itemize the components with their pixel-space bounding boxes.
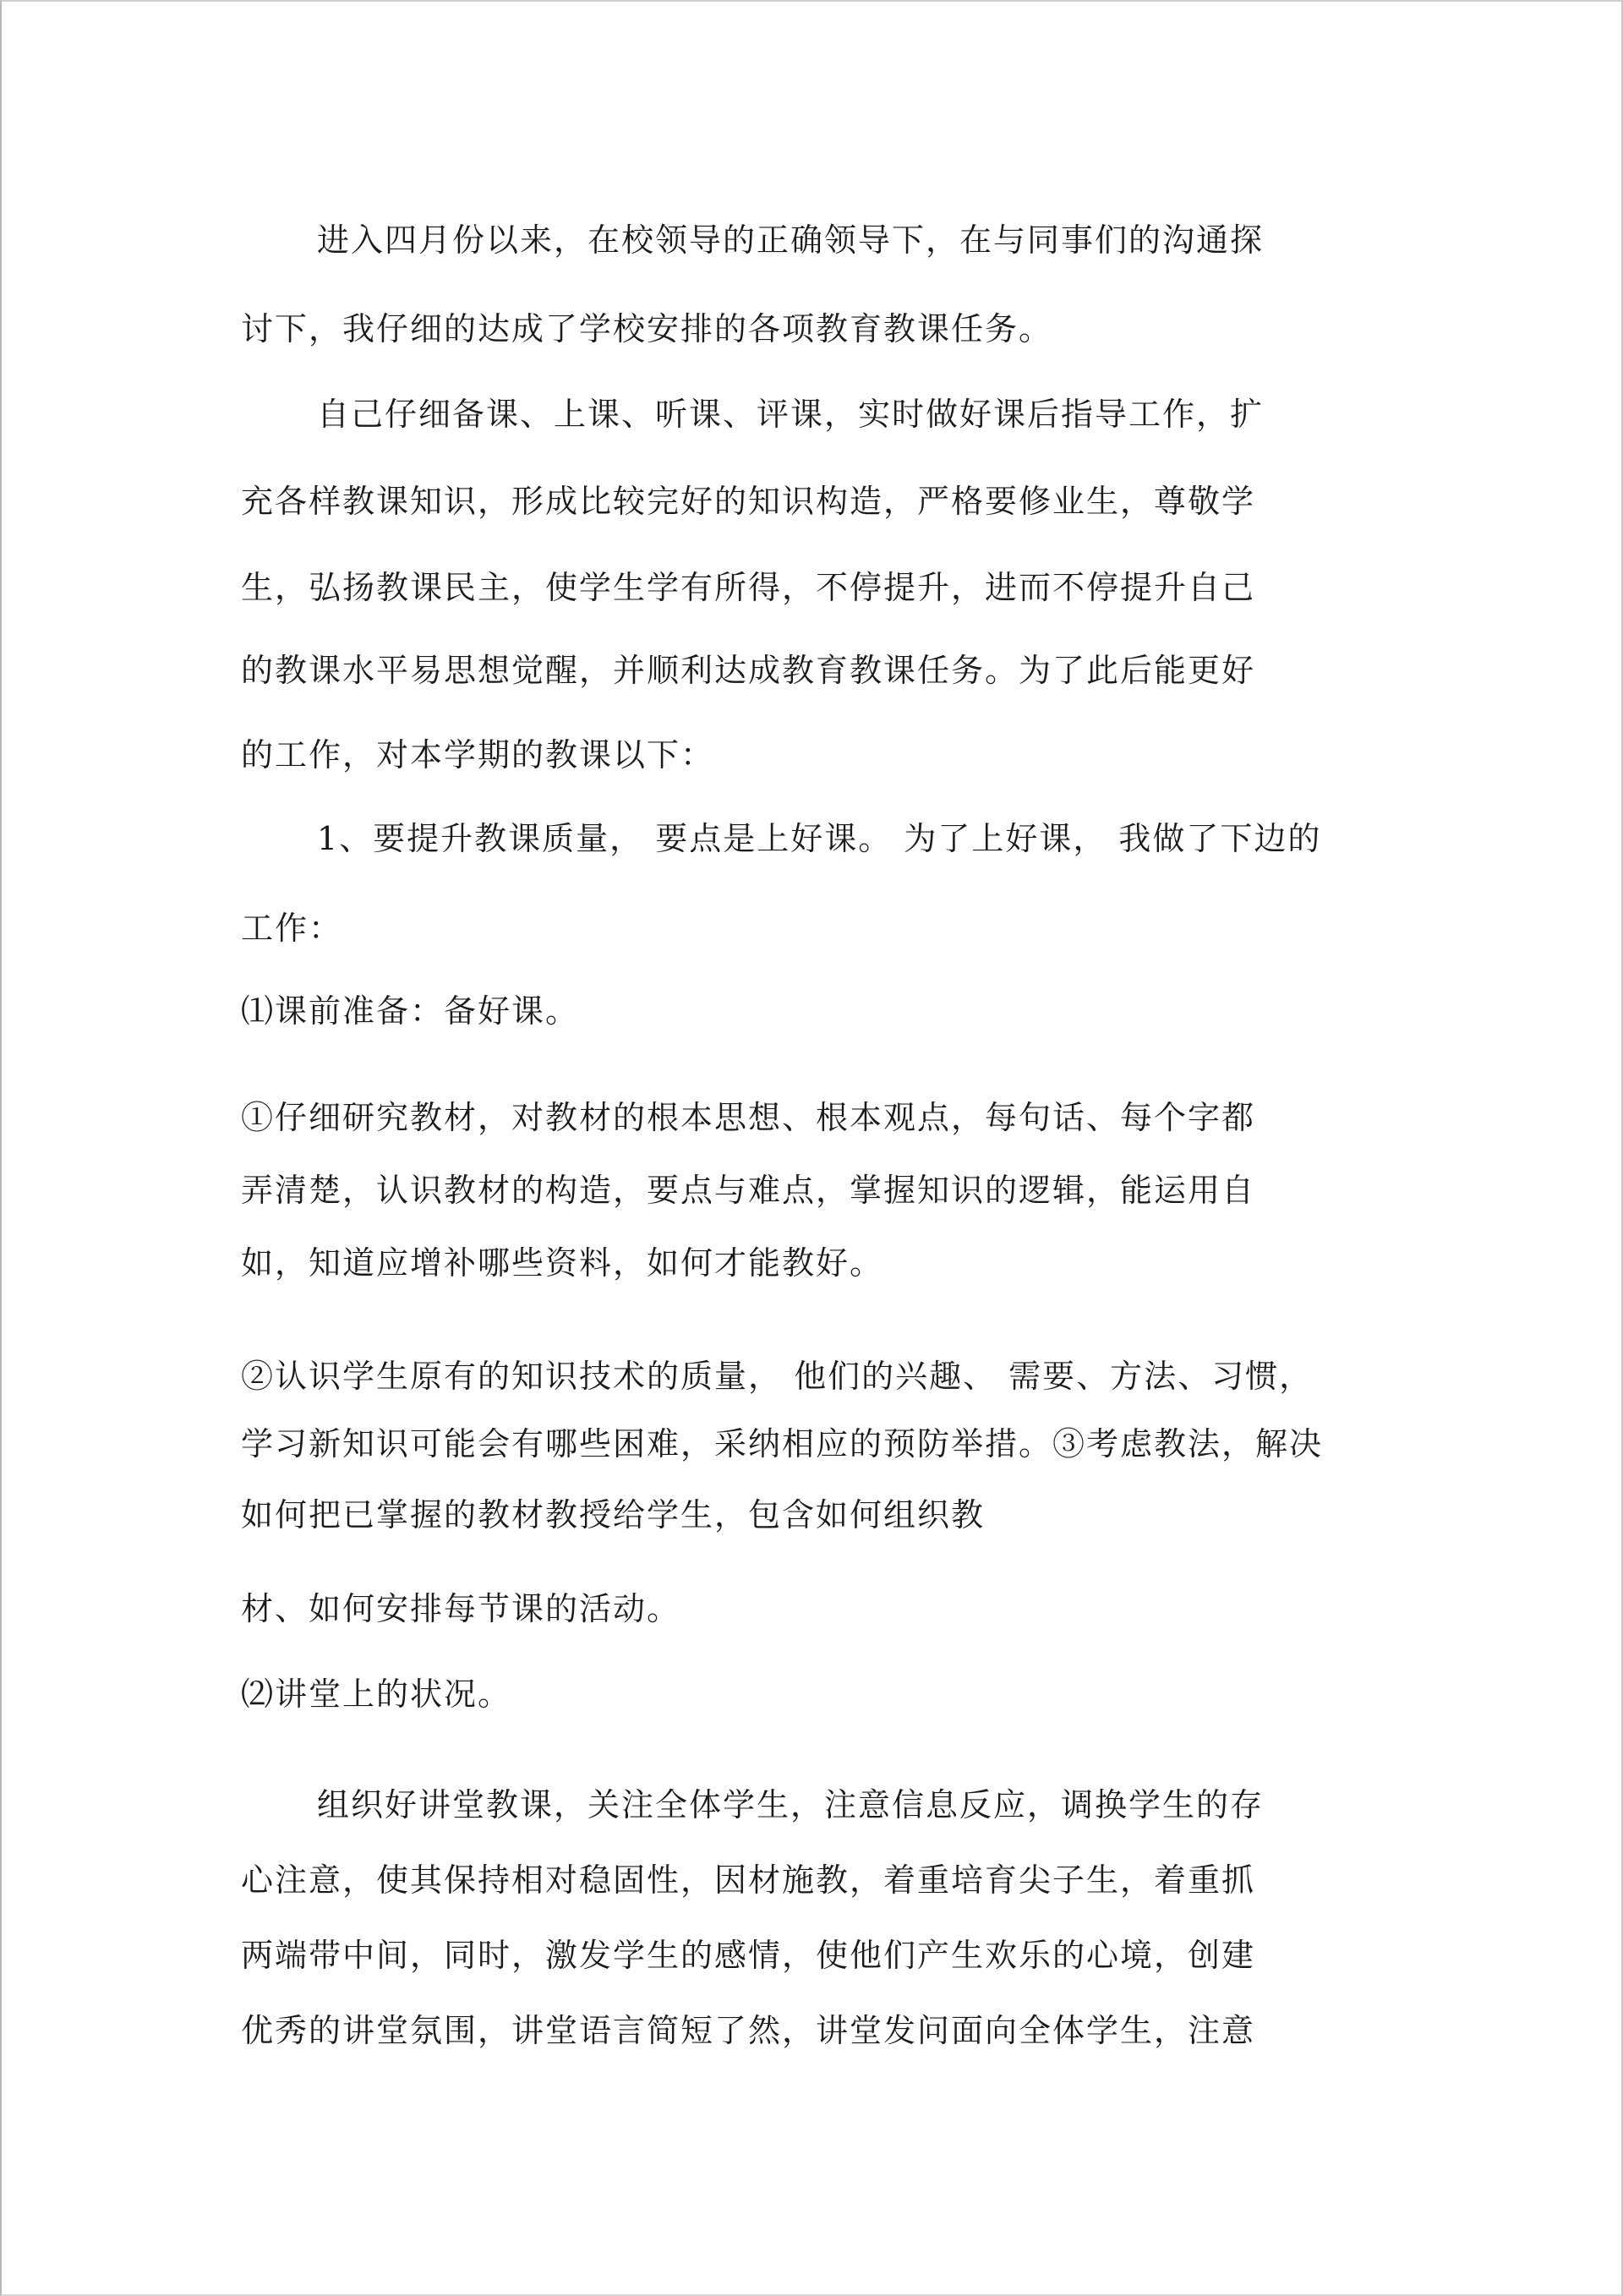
- paragraph-line: 如，知道应增补哪些资料，如何才能教好。: [241, 1244, 884, 1282]
- paragraph-line: ②认识学生原有的知识技术的质量， 他们的兴趣、 需要、方法、习惯，: [241, 1358, 1314, 1395]
- paragraph-line: 如何把已掌握的教材教授给学生，包含如何组织教: [241, 1496, 986, 1533]
- paragraph-line: 弄清楚，认识教材的构造，要点与难点，掌握知识的逻辑，能运用自: [241, 1172, 1256, 1209]
- paragraph-line: 的教课水平易思想觉醒，并顺利达成教育教课任务。为了此后能更好: [241, 652, 1256, 689]
- paragraph-line: 工作：: [241, 910, 343, 947]
- paragraph-line: 的工作，对本学期的教课以下：: [241, 736, 715, 774]
- list-item-heading: 1、要提升教课质量， 要点是上好课。 为了上好课， 我做了下边的: [317, 820, 1322, 857]
- paragraph-line: 组织好讲堂教课，关注全体学生，注意信息反应，调换学生的存: [317, 1786, 1265, 1823]
- paragraph-line: 进入四月份以来，在校领导的正确领导下，在与同事们的沟通探: [317, 221, 1265, 259]
- paragraph-line: 心注意，使其保持相对稳固性，因材施教，着重培育尖子生，着重抓: [241, 1861, 1256, 1899]
- paragraph-line: 自己仔细备课、上课、听课、评课，实时做好课后指导工作，扩: [317, 396, 1265, 433]
- paragraph-line: 优秀的讲堂氛围，讲堂语言简短了然，讲堂发问面向全体学生，注意: [241, 2012, 1256, 2049]
- paragraph-line: 充各样教课知识，形成比较完好的知识构造，严格要修业生，尊敬学: [241, 483, 1256, 520]
- paragraph-line: 学习新知识可能会有哪些困难，采纳相应的预防举措。③考虑教法，解决: [241, 1425, 1324, 1462]
- sub-heading: ⑵讲堂上的状况。: [241, 1676, 512, 1713]
- sub-heading: ⑴课前准备：备好课。: [241, 992, 580, 1030]
- paragraph-line: 生，弘扬教课民主，使学生学有所得，不停提升，进而不停提升自己: [241, 569, 1256, 606]
- paragraph-line: 材、如何安排每节课的活动。: [241, 1590, 681, 1627]
- paragraph-line: ①仔细研究教材，对教材的根本思想、根本观点，每句话、每个字都: [241, 1099, 1256, 1136]
- paragraph-line: 两端带中间，同时，激发学生的感情，使他们产生欢乐的心境，创建: [241, 1937, 1256, 1974]
- paragraph-line: 讨下，我仔细的达成了学校安排的各项教育教课任务。: [241, 310, 1053, 347]
